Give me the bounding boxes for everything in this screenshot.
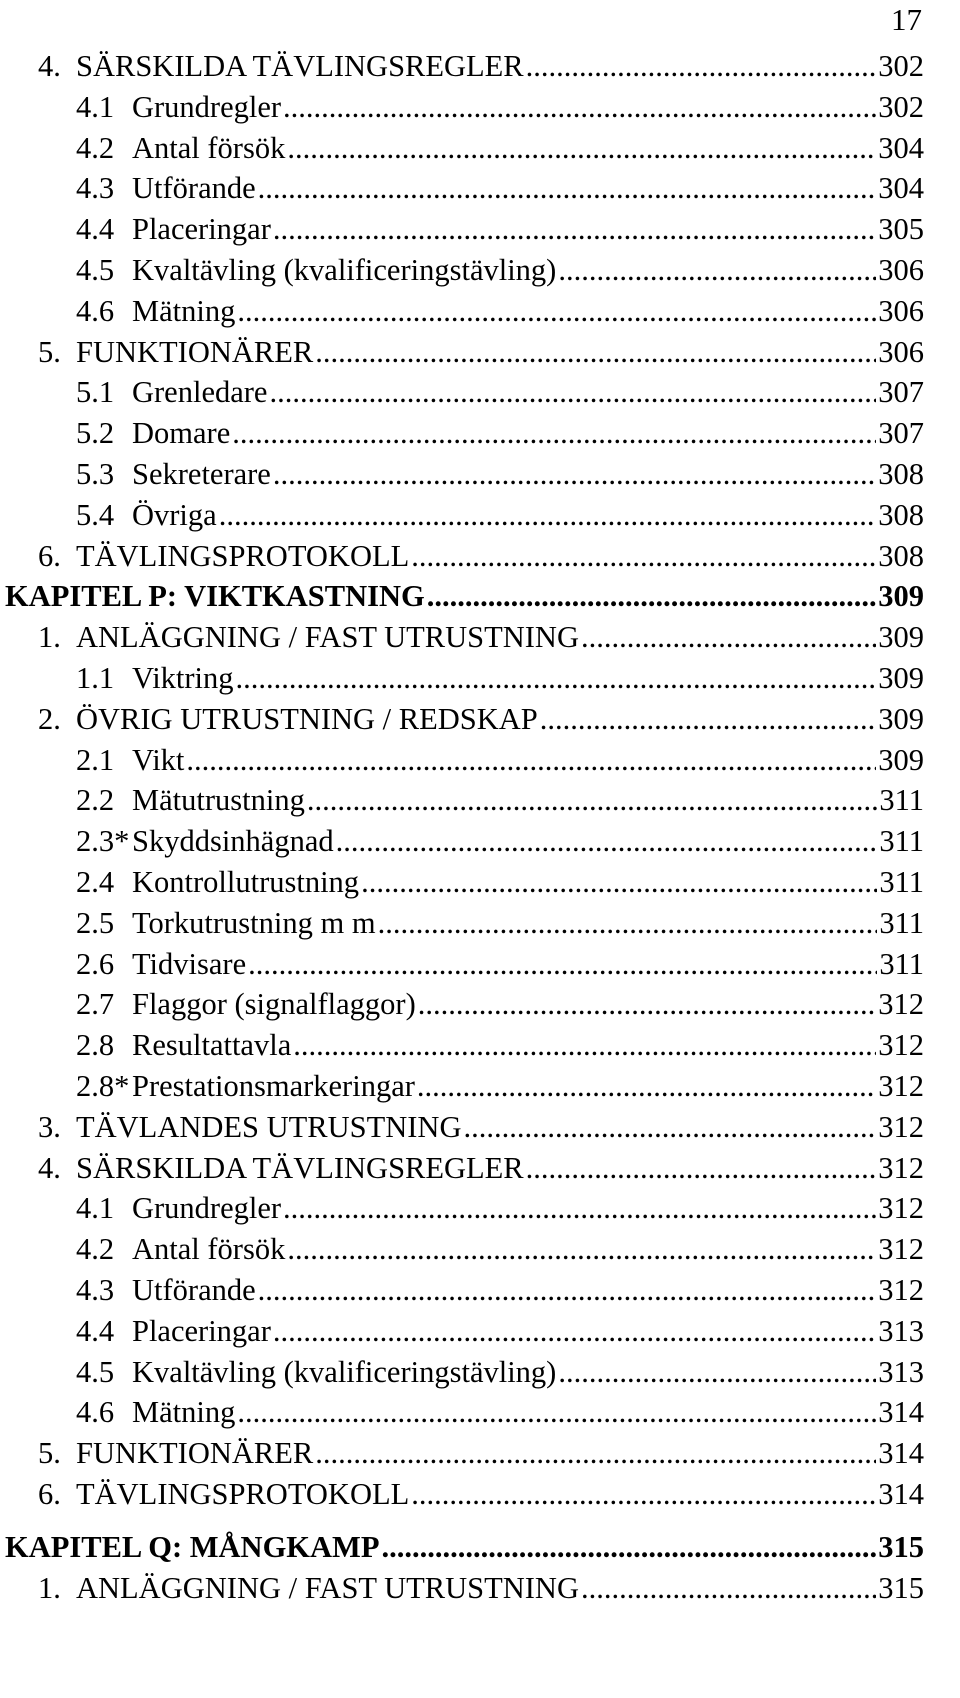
toc-entry-page: 312 [878,1191,924,1226]
toc-entry-number: 5.3 [76,457,115,491]
toc-entry-page: 311 [879,946,924,981]
toc-row[interactable] [38,46,924,86]
toc-entry-page: 314 [878,1477,924,1511]
toc-entry-number: 4. [38,49,61,83]
toc-entry-number: 1. [38,620,61,655]
toc-entry-page: 308 [878,538,924,573]
toc-row[interactable] [76,413,924,453]
toc-row[interactable] [76,984,924,1024]
toc-dot-leader [186,740,876,780]
toc-row[interactable] [76,1392,924,1432]
toc-dot-leader [558,1352,876,1392]
toc-row[interactable] [38,1107,924,1147]
toc-entry-page: 315 [878,1529,924,1564]
toc-entry-number: 2. [38,701,61,736]
toc-entry-title: Vikt [132,742,185,777]
toc-entry-title: FUNKTIONÄRER [76,334,314,369]
toc-entry-page: 312 [878,1109,924,1144]
toc-dot-leader [293,1025,876,1065]
toc-dot-leader [273,1311,876,1351]
toc-entry-number: 3. [38,1109,61,1144]
toc-row[interactable] [76,209,924,249]
toc-dot-leader [269,372,876,412]
toc-row[interactable] [76,454,924,494]
toc-entry-title: Skyddsinhägnad [132,824,334,859]
toc-entry-title: Resultattavla [132,1028,292,1063]
toc-entry-title: Mätutrustning [132,783,305,818]
toc-entry-page: 313 [878,1354,924,1389]
toc-dot-leader [378,903,878,943]
toc-entry-number: 4.1 [76,1191,115,1226]
toc-entry-title: Domare [132,416,231,451]
toc-dot-leader [236,658,877,698]
toc-dot-leader [283,1188,876,1228]
toc-dot-leader [283,87,876,127]
toc-row[interactable] [76,1025,924,1065]
toc-dot-leader [427,576,877,616]
toc-entry-number: 1. [38,1570,61,1605]
toc-entry-page: 313 [878,1313,924,1348]
toc-entry-page: 309 [878,701,924,736]
toc-entry-title: KAPITEL P: VIKTKASTNING [5,579,425,614]
toc-entry-number: 4.5 [76,253,115,287]
toc-entry-title: Kvaltävling (kvalificeringstävling) [132,253,557,287]
toc-entry-title: Torkutrustning m m [132,905,376,940]
toc-entry-page: 305 [878,212,924,247]
toc-dot-leader [315,1433,876,1473]
toc-entry-number: 5. [38,1436,61,1471]
toc-row[interactable] [76,1311,924,1351]
toc-dot-leader [463,1107,876,1147]
toc-row[interactable] [76,1352,924,1392]
toc-dot-leader [273,209,876,249]
toc-dot-leader [307,780,878,820]
toc-entry-number: 2.7 [76,987,115,1022]
toc-entry-title: Viktring [132,661,234,695]
toc-row[interactable] [76,128,924,168]
toc-entry-number: 4.2 [76,130,115,165]
toc-entry-number: 2.6 [76,946,115,981]
toc-entry-page: 315 [878,1570,924,1605]
toc-entry-title: TÄVLANDES UTRUSTNING [76,1109,462,1144]
toc-entry-page: 308 [878,457,924,491]
toc-row[interactable] [76,495,924,535]
toc-dot-leader [361,862,877,902]
toc-entry-title: TÄVLINGSPROTOKOLL [76,1477,410,1511]
toc-dot-leader [526,1148,877,1188]
toc-entry-title: Kontrollutrustning [132,865,360,899]
toc-entry-number: 2.8 [76,1028,115,1063]
toc-entry-number: 2.4 [76,865,115,899]
toc-entry-number: 5.2 [76,416,115,451]
toc-entry-page: 312 [878,1232,924,1267]
toc-entry-number: 4.6 [76,1395,115,1430]
toc-entry-number: 5.4 [76,497,115,532]
toc-row[interactable] [76,780,924,820]
toc-entry-page: 311 [879,865,924,899]
toc-entry-number: 2.3* [76,824,130,859]
toc-entry-number: 2.5 [76,905,115,940]
toc-row[interactable] [38,1148,924,1188]
toc-entry-page: 312 [878,1028,924,1063]
toc-row[interactable] [76,1270,924,1310]
toc-row[interactable] [38,1568,924,1608]
toc-row[interactable] [76,862,924,902]
toc-row[interactable] [76,87,924,127]
toc-row[interactable] [76,1188,924,1228]
toc-entry-number: 2.8* [76,1069,130,1103]
toc-entry-title: Prestationsmarkeringar [132,1069,415,1103]
toc-entry-page: 302 [878,49,924,83]
toc-dot-leader [258,1270,877,1310]
toc-dot-leader [258,168,877,208]
toc-entry-number: 4.4 [76,212,115,247]
toc-entry-page: 309 [878,661,924,695]
toc-entry-title: Grenledare [132,375,268,410]
toc-chapter-row[interactable] [5,576,924,616]
toc-entry-page: 309 [878,742,924,777]
toc-entry-title: Utförande [132,171,256,206]
toc-entry-title: Mätning [132,1395,236,1430]
toc-entry-page: 309 [878,620,924,655]
toc-entry-page: 312 [878,1069,924,1103]
toc-entry-title: Antal försök [132,1232,286,1267]
toc-entry-title: Grundregler [132,89,282,124]
toc-entry-page: 308 [878,497,924,532]
toc-dot-leader [418,984,877,1024]
toc-entry-title: Sekreterare [132,457,271,491]
toc-entry-title: Övriga [132,497,217,532]
toc-entry-page: 309 [878,579,924,614]
toc-row[interactable] [76,168,924,208]
toc-entry-title: ANLÄGGNING / FAST UTRUSTNING [76,1570,579,1605]
toc-dot-leader [540,699,876,739]
toc-entry-title: ANLÄGGNING / FAST UTRUSTNING [76,620,579,655]
toc-entry-title: Kvaltävling (kvalificeringstävling) [132,1354,557,1389]
toc-dot-leader [273,454,876,494]
toc-entry-number: 5. [38,334,61,369]
toc-dot-leader [287,128,876,168]
toc-row[interactable] [38,536,924,576]
toc-entry-title: FUNKTIONÄRER [76,1436,314,1471]
page-number: 17 [891,2,922,37]
toc-row[interactable] [76,1066,924,1106]
toc-row[interactable] [76,903,924,943]
toc-dot-leader [287,1229,876,1269]
toc-entry-title: Antal försök [132,130,286,165]
toc-entry-title: SÄRSKILDA TÄVLINGSREGLER [76,1150,524,1185]
toc-dot-leader [219,495,877,535]
toc-dot-leader [248,944,877,984]
toc-dot-leader [381,1527,876,1567]
toc-entry-title: Placeringar [132,212,271,247]
toc-row[interactable] [76,821,924,861]
toc-row[interactable] [38,699,924,739]
toc-dot-leader [581,617,876,657]
toc-entry-page: 311 [879,824,924,859]
toc-row[interactable] [76,1229,924,1269]
toc-entry-title: Flaggor (signalflaggor) [132,987,416,1022]
toc-row[interactable] [76,250,924,290]
toc-entry-page: 306 [878,293,924,328]
toc-entry-number: 4.3 [76,171,115,206]
toc-entry-number: 6. [38,1477,61,1511]
toc-row[interactable] [76,372,924,412]
toc-dot-leader [315,332,876,372]
toc-row[interactable] [76,658,924,698]
toc-row[interactable] [38,1474,924,1514]
toc-entry-number: 4. [38,1150,61,1185]
toc-dot-leader [558,250,876,290]
toc-entry-number: 2.2 [76,783,115,818]
toc-entry-page: 311 [879,905,924,940]
toc-entry-number: 4.5 [76,1354,115,1389]
toc-entry-page: 311 [879,783,924,818]
toc-entry-number: 5.1 [76,375,115,410]
toc-row[interactable] [38,1433,924,1473]
toc-entry-title: ÖVRIG UTRUSTNING / REDSKAP [76,701,538,736]
toc-dot-leader [237,1392,876,1432]
toc-chapter-row[interactable] [5,1527,924,1567]
toc-row[interactable] [38,332,924,372]
toc-entry-number: 4.2 [76,1232,115,1267]
toc-entry-title: Mätning [132,293,236,328]
toc-entry-page: 306 [878,253,924,287]
toc-row[interactable] [76,944,924,984]
toc-dot-leader [526,46,877,86]
toc-entry-title: Grundregler [132,1191,282,1226]
toc-entry-number: 4.1 [76,89,115,124]
toc-entry-page: 314 [878,1436,924,1471]
toc-dot-leader [417,1066,876,1106]
toc-row[interactable] [76,291,924,331]
toc-entry-number: 6. [38,538,61,573]
toc-entry-page: 312 [878,1273,924,1307]
toc-entry-page: 306 [878,334,924,369]
toc-dot-leader [411,536,876,576]
toc-entry-number: 2.1 [76,742,115,777]
toc-entry-number: 4.3 [76,1273,115,1307]
toc-entry-page: 307 [878,375,924,410]
toc-entry-page: 304 [878,130,924,165]
toc-row[interactable] [38,617,924,657]
toc-row[interactable] [76,740,924,780]
toc-entry-title: Tidvisare [132,946,247,981]
toc-dot-leader [232,413,876,453]
toc-entry-page: 304 [878,171,924,206]
toc-entry-title: TÄVLINGSPROTOKOLL [76,538,410,573]
toc-entry-number: 4.4 [76,1313,115,1348]
toc-entry-title: Placeringar [132,1313,271,1348]
toc-entry-number: 1.1 [76,661,115,695]
toc-entry-title: SÄRSKILDA TÄVLINGSREGLER [76,49,524,83]
toc-dot-leader [336,821,878,861]
toc-entry-page: 307 [878,416,924,451]
toc-entry-title: Utförande [132,1273,256,1307]
toc-dot-leader [237,291,876,331]
toc-entry-page: 302 [878,89,924,124]
toc-entry-title: KAPITEL Q: MÅNGKAMP [5,1529,380,1564]
toc-dot-leader [581,1568,876,1608]
toc-entry-page: 312 [878,1150,924,1185]
toc-dot-leader [411,1474,876,1514]
toc-entry-page: 312 [878,987,924,1022]
toc-entry-number: 4.6 [76,293,115,328]
toc-entry-page: 314 [878,1395,924,1430]
